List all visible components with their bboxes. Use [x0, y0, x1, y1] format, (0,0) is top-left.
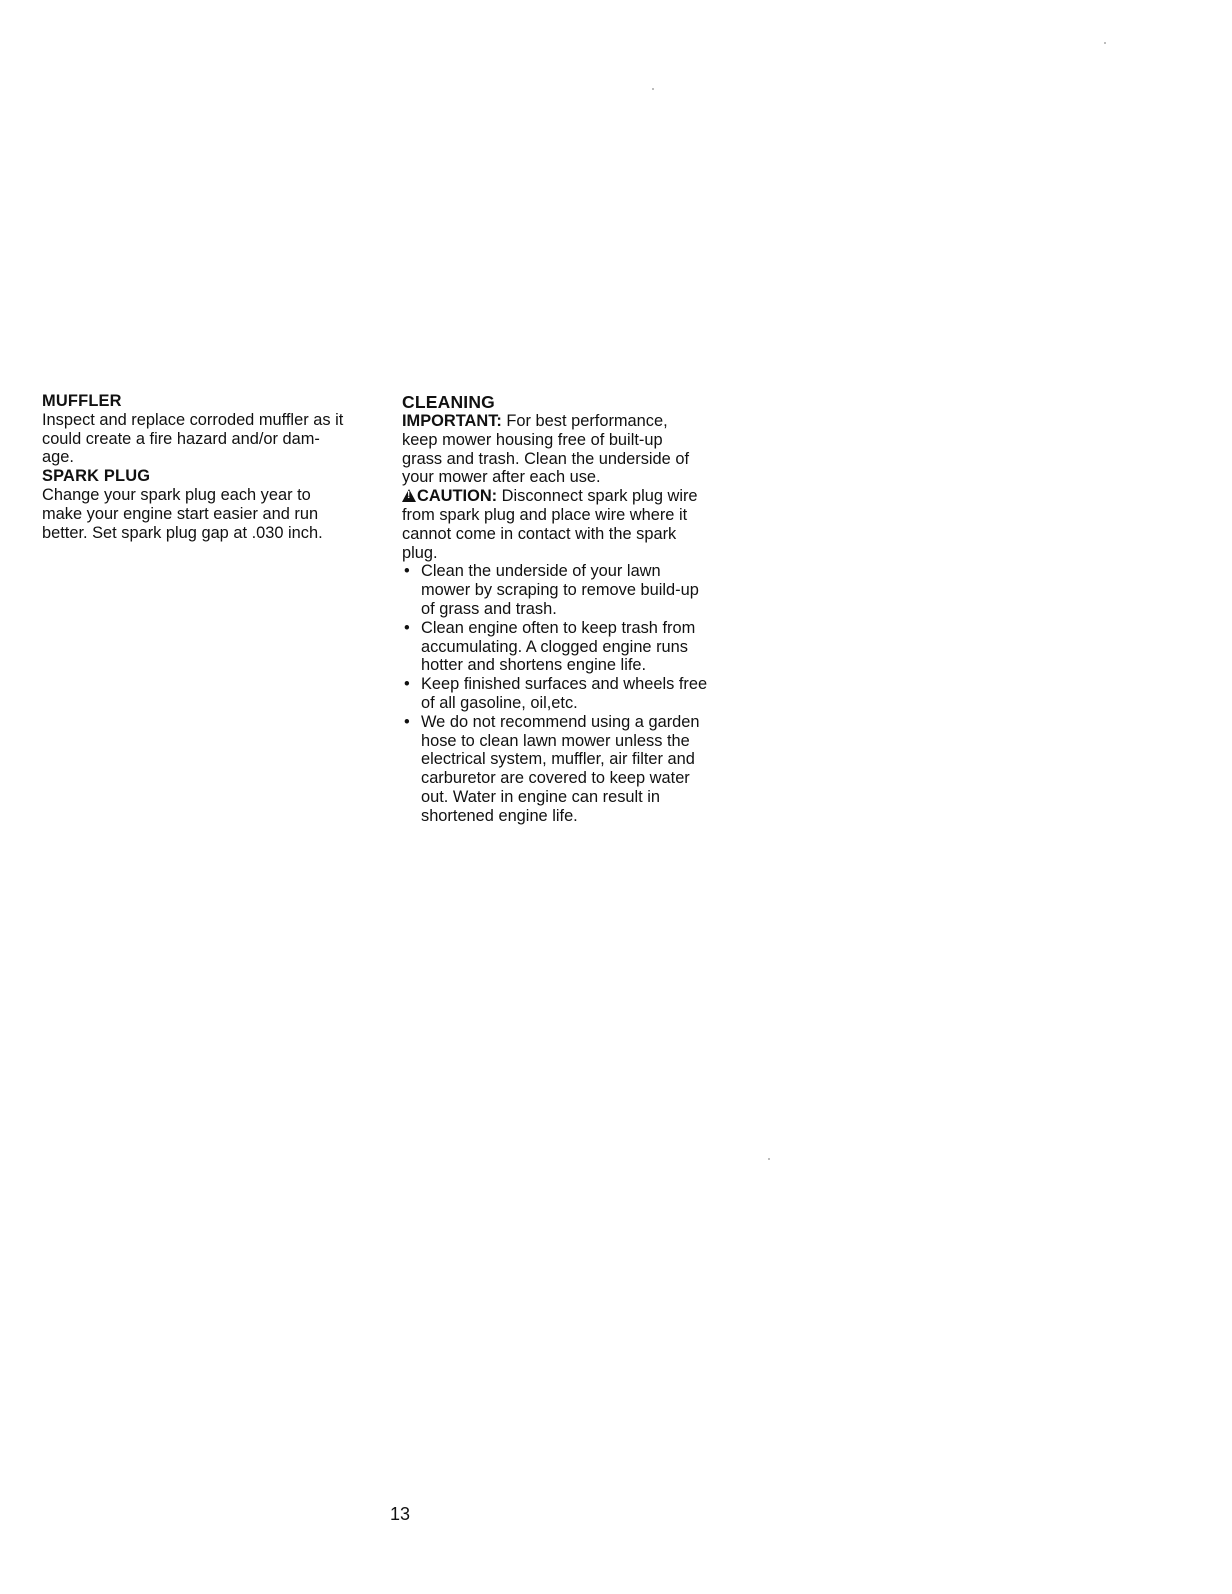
- bullet-icon: •: [404, 618, 410, 637]
- muffler-heading: MUFFLER: [42, 392, 122, 410]
- scan-speck: [1104, 42, 1106, 44]
- bullet-text: Clean the underside of your lawn mower by scraping to remove build-up of grass and trash.: [421, 562, 699, 618]
- bullet-icon: •: [404, 562, 410, 581]
- spark-plug-heading: SPARK PLUG: [42, 467, 151, 486]
- cleaning-bullet-list: [402, 562, 747, 825]
- scan-speck: [652, 88, 654, 90]
- list-item: [402, 619, 747, 675]
- important-label: IMPORTANT:: [402, 412, 502, 430]
- spark-plug-section: [42, 467, 387, 542]
- cleaning-heading: CLEANING: [402, 392, 495, 412]
- muffler-text: Inspect and replace corroded muffler as it could create a fire hazard and/or dam- age.: [42, 410, 344, 467]
- scan-speck: [768, 1158, 770, 1160]
- bullet-text: We do not recommend using a garden hose to clean lawn mower unless the electrical system, muffler, air filter and carburetor are covered to keep water out. Water in engine can result in shortened engine life.: [421, 712, 700, 825]
- spark-plug-text: Change your spark plug each year to make your engine start easier and run better. Set spark plug gap at .030 inch.: [42, 485, 323, 542]
- important-note: [402, 412, 747, 487]
- list-item: [402, 713, 747, 826]
- list-item: [402, 562, 747, 618]
- caution-text: Disconnect spark plug wire from spark plug and place wire where it cannot come in contact with the spark plug.: [402, 487, 698, 562]
- right-column: [402, 392, 747, 826]
- page-number: 13: [390, 1504, 411, 1524]
- caution-note: [402, 487, 747, 562]
- bullet-icon: •: [404, 675, 410, 694]
- caution-label: CAUTION:: [417, 487, 498, 506]
- bullet-text: Keep finished surfaces and wheels free of all gasoline, oil,etc.: [421, 675, 708, 712]
- important-text: For best performance, keep mower housing free of built-up grass and trash. Clean the underside of your mower after each use.: [402, 412, 690, 487]
- bullet-icon: •: [404, 712, 410, 731]
- list-item: [402, 675, 747, 713]
- muffler-section: [42, 392, 387, 467]
- bullet-text: Clean engine often to keep trash from accumulating. A clogged engine runs hotter and shortens engine life.: [421, 618, 696, 675]
- left-column: [42, 392, 387, 542]
- warning-triangle-icon: [402, 489, 416, 502]
